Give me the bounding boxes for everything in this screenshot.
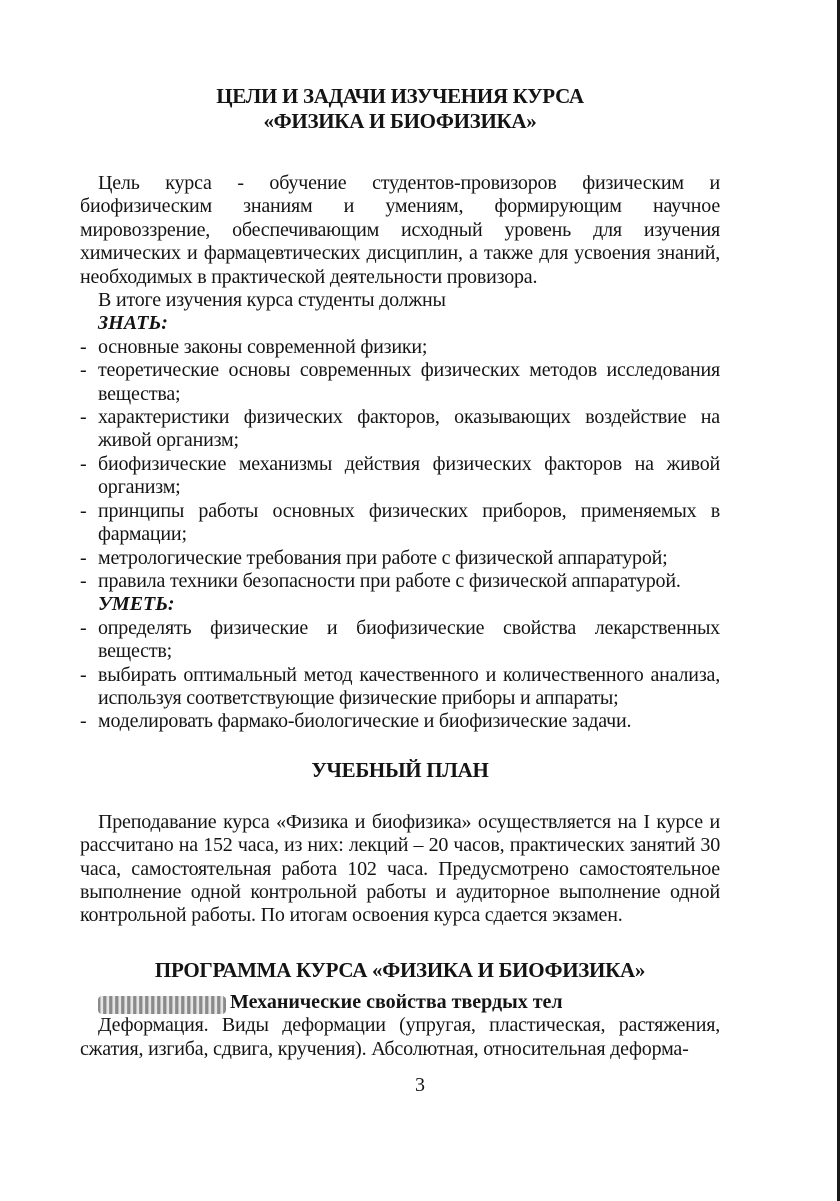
list-item: - характеристики физических факторов, оказывающих воздействие на живой организм; (80, 406, 720, 453)
main-heading (80, 84, 720, 134)
list-item: - моделировать фармако-биологические и биофизические задачи. (80, 710, 720, 733)
able-heading: УМЕТЬ: (98, 593, 175, 616)
plan-paragraph: Преподавание курса «Физика и биофизика» осуществляется на I курсе и рассчитано на 152 часа, из них: лекций – 20 часов, практических занятий 30 часа, самостоятельная работа 102 часа. Предусмотрено самостоятельное выполнение одной контрольной работы и аудиторное выполнение одной контрольной работы. По итогам освоения курса сдается экзамен. (80, 810, 720, 927)
list-item: - теоретические основы современных физических методов исследования вещества; (80, 359, 720, 406)
scan-smudge (98, 996, 226, 1014)
list-item: - биофизические механизмы действия физических факторов на живой организм; (80, 453, 720, 500)
intro-paragraph: Цель курса - обучение студентов-провизоров физическим и биофизическим знаниям и умениям, формирующим научное мировоззрение, обеспечивающим исходный уровень для изучения химических и фармацевтических дисциплин, а также для усвоения знаний, необходимых в практической деятельности провизора. (80, 172, 720, 288)
able-list (80, 617, 720, 734)
main-heading-line-2: «ФИЗИКА И БИОФИЗИКА» (263, 109, 537, 133)
program-heading: ПРОГРАММА КУРСА «ФИЗИКА И БИОФИЗИКА» (154, 957, 646, 982)
list-item: - принципы работы основных физических приборов, применяемых в фармации; (80, 500, 720, 547)
main-heading-line-1: ЦЕЛИ И ЗАДАЧИ ИЗУЧЕНИЯ КУРСА (216, 84, 584, 108)
list-item: - метрологические требования при работе с физической аппаратурой; (80, 547, 720, 570)
section-title-row (80, 991, 720, 1014)
document-page (80, 84, 720, 1061)
list-item: - правила техники безопасности при работе с физической аппаратурой. (80, 570, 720, 593)
list-item: - основные законы современной физики; (80, 336, 720, 359)
list-item: - определять физические и биофизические свойства лекарственных веществ; (80, 617, 720, 664)
program-paragraph: Деформация. Виды деформации (упругая, пластическая, растяжения, сжатия, изгиба, сдвига, кручения). Абсолютная, относительная деформа- (80, 1014, 720, 1060)
plan-heading: УЧЕБНЫЙ ПЛАН (311, 757, 489, 782)
list-item: - выбирать оптимальный метод качественного и количественного анализа, используя соответствующие физические приборы и аппараты; (80, 664, 720, 711)
page-number: 3 (415, 1074, 425, 1096)
know-heading: ЗНАТЬ: (98, 312, 168, 335)
section-title: Механические свойства твердых тел (230, 990, 563, 1013)
intro-lead: В итоге изучения курса студенты должны (98, 289, 446, 312)
know-list (80, 336, 720, 593)
